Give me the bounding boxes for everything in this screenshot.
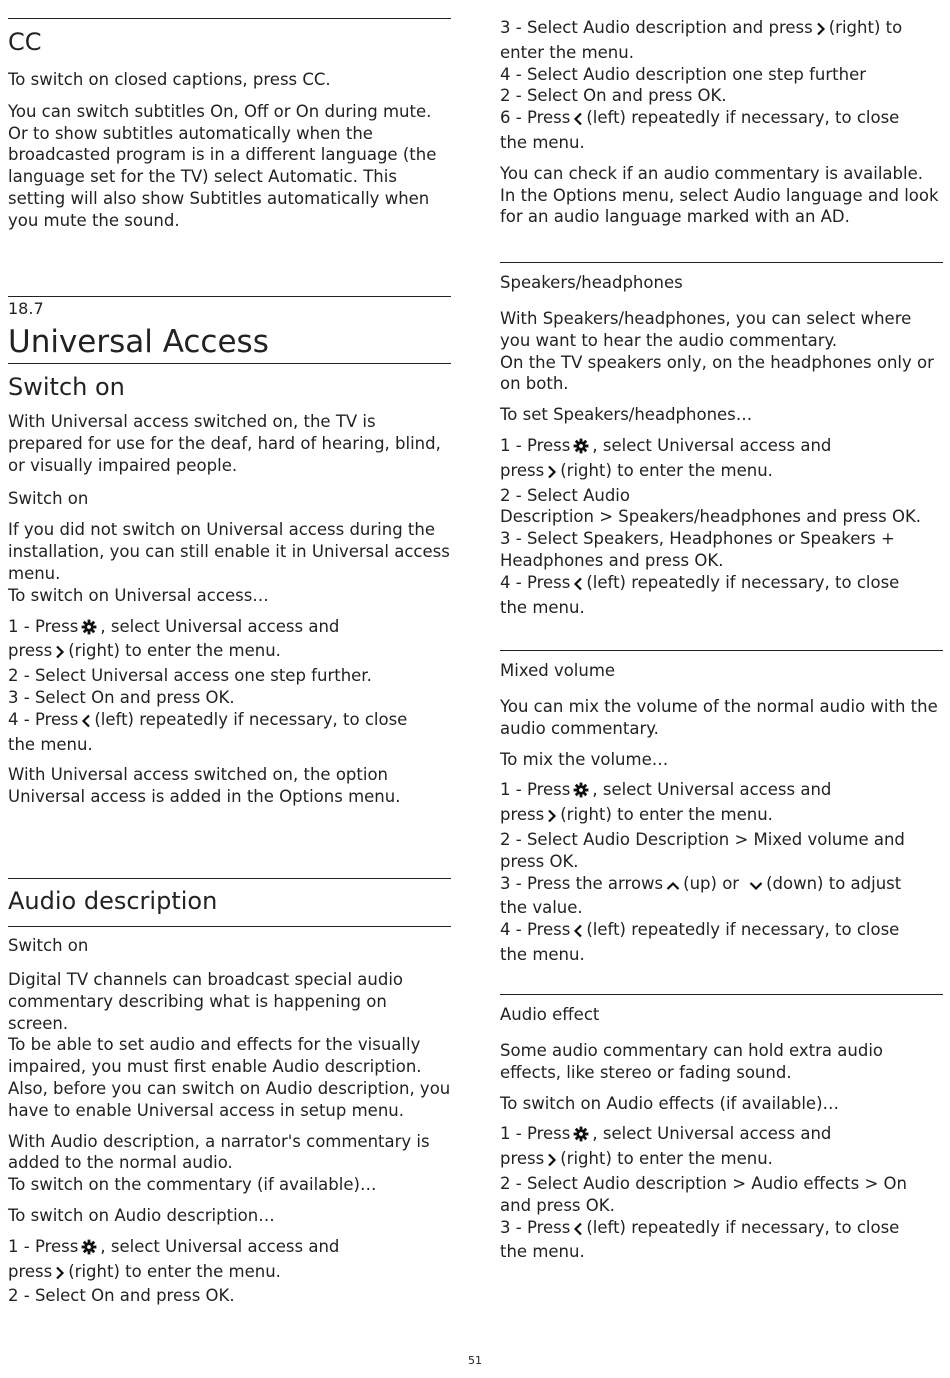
step-text: (left) repeatedly if necessary, to close	[586, 1217, 900, 1237]
step-text: (right) to enter the menu.	[560, 1149, 773, 1169]
chevron-left-icon	[573, 922, 583, 944]
chevron-right-icon	[547, 1151, 557, 1173]
paragraph: Digital TV channels can broadcast special audio commentary describing what is happening on screen.	[8, 970, 403, 1033]
paragraph: With Universal access switched on, the option Universal access is added in the Options menu.	[8, 765, 401, 807]
divider	[500, 650, 943, 651]
step	[500, 435, 943, 460]
divider	[8, 296, 451, 297]
chevron-down-icon	[749, 876, 763, 898]
step-text: (right) to enter the menu.	[560, 805, 773, 825]
paragraph: Some audio commentary can hold extra audio effects, like stereo or fading sound.	[500, 1041, 883, 1082]
chevron-right-icon	[816, 20, 826, 42]
step-text: (right) to enter the menu.	[68, 1261, 281, 1281]
speakers-headphones-section	[500, 262, 943, 618]
step-list	[8, 616, 451, 756]
step-text: , select Universal access and	[592, 1124, 832, 1144]
step: the menu.	[8, 734, 93, 754]
subheading: Audio effect	[500, 1005, 600, 1024]
step-text: 1 - Press	[500, 1124, 571, 1144]
audio-effect-section	[500, 994, 943, 1263]
audio-description-continued	[500, 17, 943, 228]
paragraph: To be able to set audio and effects for the visually impaired, you must first enable Audio description. Also, before you can switch on Audio description, you have to enable Universal access in setup menu.	[8, 1035, 451, 1120]
step	[500, 460, 943, 485]
step-text: , select Universal access and	[592, 780, 832, 800]
divider	[8, 878, 451, 879]
paragraph: To switch on Audio description…	[8, 1205, 275, 1225]
paragraph: To switch on Audio effects (if available)…	[500, 1093, 840, 1113]
chevron-left-icon	[81, 712, 91, 734]
subsection-title: Switch on	[8, 373, 125, 401]
step	[500, 873, 943, 898]
step	[500, 107, 943, 132]
step	[500, 779, 943, 804]
chevron-left-icon	[573, 110, 583, 132]
paragraph: With Universal access switched on, the TV is prepared for use for the deaf, hard of hearing, blind, or visually impaired people.	[8, 412, 441, 475]
paragraph: To mix the volume…	[500, 749, 669, 769]
cc-paragraph: To switch on closed captions, press CC.	[8, 70, 331, 89]
step-list	[8, 1236, 451, 1307]
section-title: Universal Access	[8, 324, 269, 360]
subheading: Mixed volume	[500, 661, 616, 680]
step-text: 1 - Press	[8, 616, 79, 636]
step: 3 - Select On and press OK.	[8, 687, 235, 707]
step	[500, 572, 943, 597]
divider	[8, 363, 451, 364]
step-text: (left) repeatedly if necessary, to close	[94, 709, 408, 729]
step: 2 - Select Audio description > Audio effects > On and press OK.	[500, 1173, 907, 1215]
gear-icon	[573, 782, 589, 804]
step-text: 4 - Press	[8, 709, 79, 729]
step-text: press	[500, 1149, 545, 1169]
step	[8, 640, 451, 665]
step: 2 - Select Universal access one step further.	[8, 666, 372, 686]
step-text: 1 - Press	[500, 435, 571, 455]
step-text: (right) to	[828, 18, 903, 37]
step-text: (left) repeatedly if necessary, to close	[586, 108, 900, 128]
audio-description-section	[8, 878, 451, 1307]
chevron-left-icon	[573, 575, 583, 597]
subheading: Speakers/headphones	[500, 273, 683, 292]
cc-section	[8, 18, 451, 232]
step	[8, 616, 451, 641]
step-text: 1 - Press	[500, 780, 571, 800]
step-text: (left) repeatedly if necessary, to close	[586, 572, 900, 592]
step-text: (right) to enter the menu.	[560, 460, 773, 480]
step	[500, 919, 943, 944]
step-text: 3 - Select Audio description and press	[500, 18, 813, 37]
step-text: 3 - Press the arrows	[500, 873, 664, 893]
step: 2 - Select Audio Description > Mixed volume and press OK.	[500, 829, 905, 871]
chevron-left-icon	[573, 1220, 583, 1242]
gear-icon	[81, 1239, 97, 1261]
mixed-volume-section	[500, 650, 943, 966]
step-text: 4 - Press	[500, 572, 571, 592]
universal-access-section	[8, 296, 451, 808]
step: 2 - Select Audio	[500, 485, 630, 505]
subsection-title: Audio description	[8, 887, 218, 915]
cc-title: CC	[8, 28, 42, 56]
step-text: , select Universal access and	[100, 616, 340, 636]
paragraph: To switch on the commentary (if available)…	[8, 1175, 377, 1195]
step-text: , select Universal access and	[100, 1236, 340, 1256]
step-list	[500, 435, 943, 618]
step: 4 - Select Audio description one step further	[500, 64, 867, 84]
paragraph: You can mix the volume of the normal audio with the audio commentary.	[500, 697, 938, 738]
step	[500, 1123, 943, 1148]
step-text: 4 - Press	[500, 920, 571, 940]
step	[500, 17, 943, 42]
chevron-right-icon	[547, 807, 557, 829]
paragraph: On the TV speakers only, on the headphones only or on both.	[500, 352, 934, 394]
step-text: 3 - Press	[500, 1217, 571, 1237]
step: the menu.	[500, 1242, 585, 1262]
subheading: Switch on	[8, 489, 89, 509]
divider	[500, 994, 943, 995]
step: enter the menu.	[500, 42, 634, 62]
paragraph: You can check if an audio commentary is available.	[500, 163, 923, 183]
divider	[500, 262, 943, 263]
gear-icon	[573, 438, 589, 460]
step-text: (down) to adjust	[766, 873, 902, 893]
step: 2 - Select On and press OK.	[500, 86, 727, 106]
step: the menu.	[500, 132, 585, 152]
chevron-up-icon	[666, 876, 680, 898]
step-text: press	[500, 460, 545, 480]
step-list	[500, 1123, 943, 1263]
step	[500, 804, 943, 829]
step-text: press	[500, 805, 545, 825]
step-text: 1 - Press	[8, 1236, 79, 1256]
subheading: Switch on	[8, 936, 89, 955]
step-text: press	[8, 641, 53, 661]
step	[8, 1261, 451, 1286]
paragraph: With Speakers/headphones, you can select where you want to hear the audio commentary.	[500, 309, 912, 350]
step-text: (right) to enter the menu.	[68, 641, 281, 661]
step	[8, 1236, 451, 1261]
paragraph: With Audio description, a narrator's commentary is added to the normal audio.	[8, 1131, 430, 1173]
paragraph: In the Options menu, select Audio language and look for an audio language marked with an AD.	[500, 185, 939, 227]
gear-icon	[81, 619, 97, 641]
step: the value.	[500, 898, 583, 918]
step: the menu.	[500, 944, 585, 964]
gear-icon	[573, 1126, 589, 1148]
step	[500, 1217, 943, 1242]
step-text: 6 - Press	[500, 108, 571, 128]
step-text: (up) or	[683, 873, 740, 893]
divider	[8, 18, 451, 19]
chevron-right-icon	[547, 463, 557, 485]
step: the menu.	[500, 597, 585, 617]
cc-paragraph: Or to show subtitles automatically when the broadcasted program is in a different language (the language set for the TV) select Automatic. This setting will also show Subtitles automatically when you mute the sound.	[8, 123, 437, 230]
step: 3 - Select Speakers, Headphones or Speakers + Headphones and press OK.	[500, 529, 895, 570]
step-text: press	[8, 1261, 53, 1281]
step-text: , select Universal access and	[592, 435, 832, 455]
divider	[8, 926, 451, 927]
step	[500, 1148, 943, 1173]
step	[8, 709, 451, 734]
step: Description > Speakers/headphones and press OK.	[500, 507, 922, 527]
page-number: 51	[468, 1354, 482, 1367]
step-text: (left) repeatedly if necessary, to close	[586, 920, 900, 940]
paragraph: To switch on Universal access…	[8, 585, 269, 605]
chevron-right-icon	[55, 643, 65, 665]
step: 2 - Select On and press OK.	[8, 1286, 235, 1306]
paragraph: If you did not switch on Universal access during the installation, you can still enable it in Universal access menu.	[8, 520, 450, 583]
cc-paragraph: You can switch subtitles On, Off or On during mute.	[8, 101, 432, 121]
paragraph: To set Speakers/headphones…	[500, 405, 753, 425]
chevron-right-icon	[55, 1264, 65, 1286]
section-number: 18.7	[8, 299, 44, 318]
step-list	[500, 779, 943, 965]
